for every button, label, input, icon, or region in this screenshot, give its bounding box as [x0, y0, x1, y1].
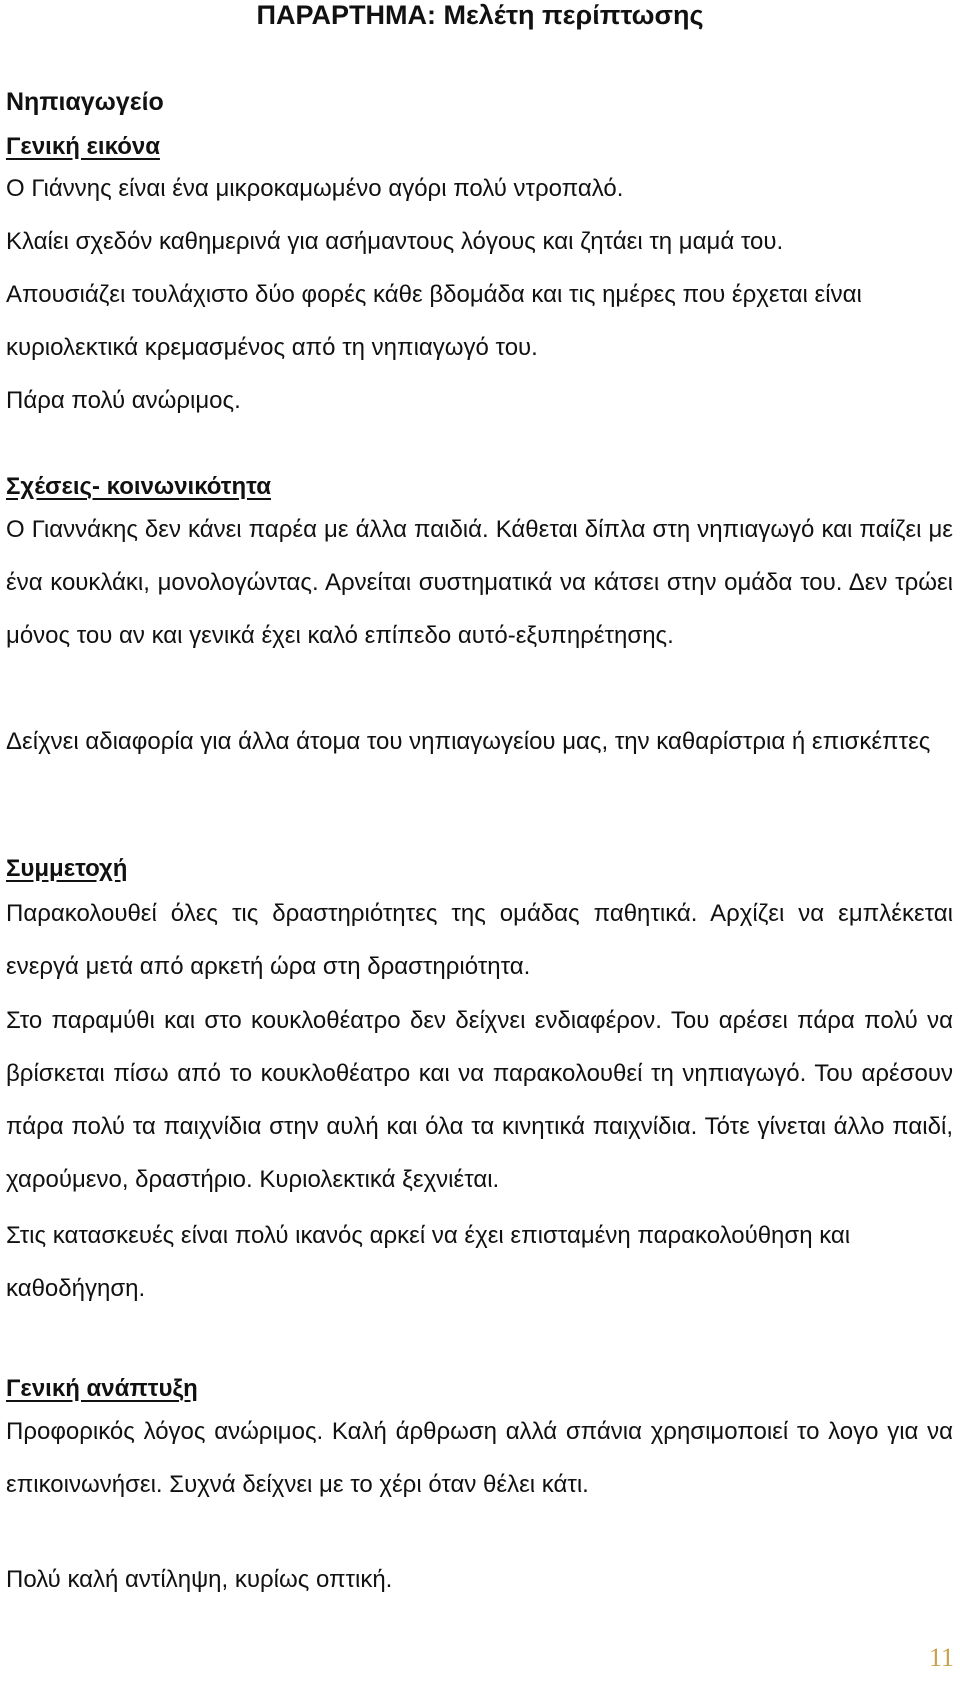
participation-paragraph-2: Στο παραμύθι και στο κουκλοθέατρο δεν δείχνει ενδιαφέρον. Του αρέσει πάρα πολύ να βρίσκεται πίσω από το κουκλοθέατρο και να παρακολουθεί τη νηπιαγωγό. Του αρέσουν πάρα πολύ τα παιχνίδια στην αυλή και όλα τα κινητικά παιχνίδια. Τότε γίνεται άλλο παιδί, χαρούμενο, δραστήριο. Κυριολεκτικά ξεχνιέται. — [6, 1007, 953, 1193]
subheading-participation: Συμμετοχή — [6, 855, 128, 882]
development-paragraph-2: Πολύ καλή αντίληψη, κυρίως οπτική. — [6, 1566, 393, 1593]
page-title: ΠΑΡΑΡΤΗΜΑ: Μελέτη περίπτωσης — [256, 0, 704, 30]
page-number: 11 — [928, 1643, 954, 1672]
participation-paragraph-1: Παρακολουθεί όλες τις δραστηριότητες της ομάδας παθητικά. Αρχίζει να εμπλέκεται ενεργά μετά από αρκετή ώρα στη δραστηριότητα. — [6, 900, 953, 980]
relations-paragraph-2: Δείχνει αδιαφορία για άλλα άτομα του νηπιαγωγείου μας, την καθαρίστρια ή επισκέπτες — [6, 728, 931, 755]
general-paragraph-2: Κλαίει σχεδόν καθημερινά για ασήμαντους λόγους και ζητάει τη μαμά του. — [6, 228, 784, 255]
participation-paragraph-3: Στις κατασκευές είναι πολύ ικανός αρκεί να έχει επισταμένη παρακολούθηση και καθοδήγηση. — [6, 1222, 851, 1302]
subheading-development: Γενική ανάπτυξη — [6, 1375, 198, 1402]
development-paragraph-1: Προφορικός λόγος ανώριμος. Καλή άρθρωση αλλά σπάνια χρησιμοποιεί το λογο για να επικοινωνήσει. Συχνά δείχνει με το χέρι όταν θέλει κάτι. — [6, 1418, 953, 1498]
subheading-relations: Σχέσεις- κοινωνικότητα — [6, 473, 271, 500]
section-heading: Νηπιαγωγείο — [6, 88, 164, 116]
general-paragraph-1: Ο Γιάννης είναι ένα μικροκαμωμένο αγόρι πολύ ντροπαλό. — [6, 175, 624, 202]
relations-paragraph-1: Ο Γιαννάκης δεν κάνει παρέα με άλλα παιδιά. Κάθεται δίπλα στη νηπιαγωγό και παίζει με ένα κουκλάκι, μονολογώντας. Αρνείται συστηματικά να κάτσει στην ομάδα του. Δεν τρώει μόνος του αν και γενικά έχει καλό επίπεδο αυτό-εξυπηρέτησης. — [6, 516, 953, 649]
general-paragraph-4: Πάρα πολύ ανώριμος. — [6, 387, 241, 414]
general-paragraph-3: Απουσιάζει τουλάχιστο δύο φορές κάθε βδομάδα και τις ημέρες που έρχεται είναι κυριολεκτικά κρεμασμένος από τη νηπιαγωγό του. — [6, 281, 862, 361]
subheading-general: Γενική εικόνα — [6, 133, 160, 160]
